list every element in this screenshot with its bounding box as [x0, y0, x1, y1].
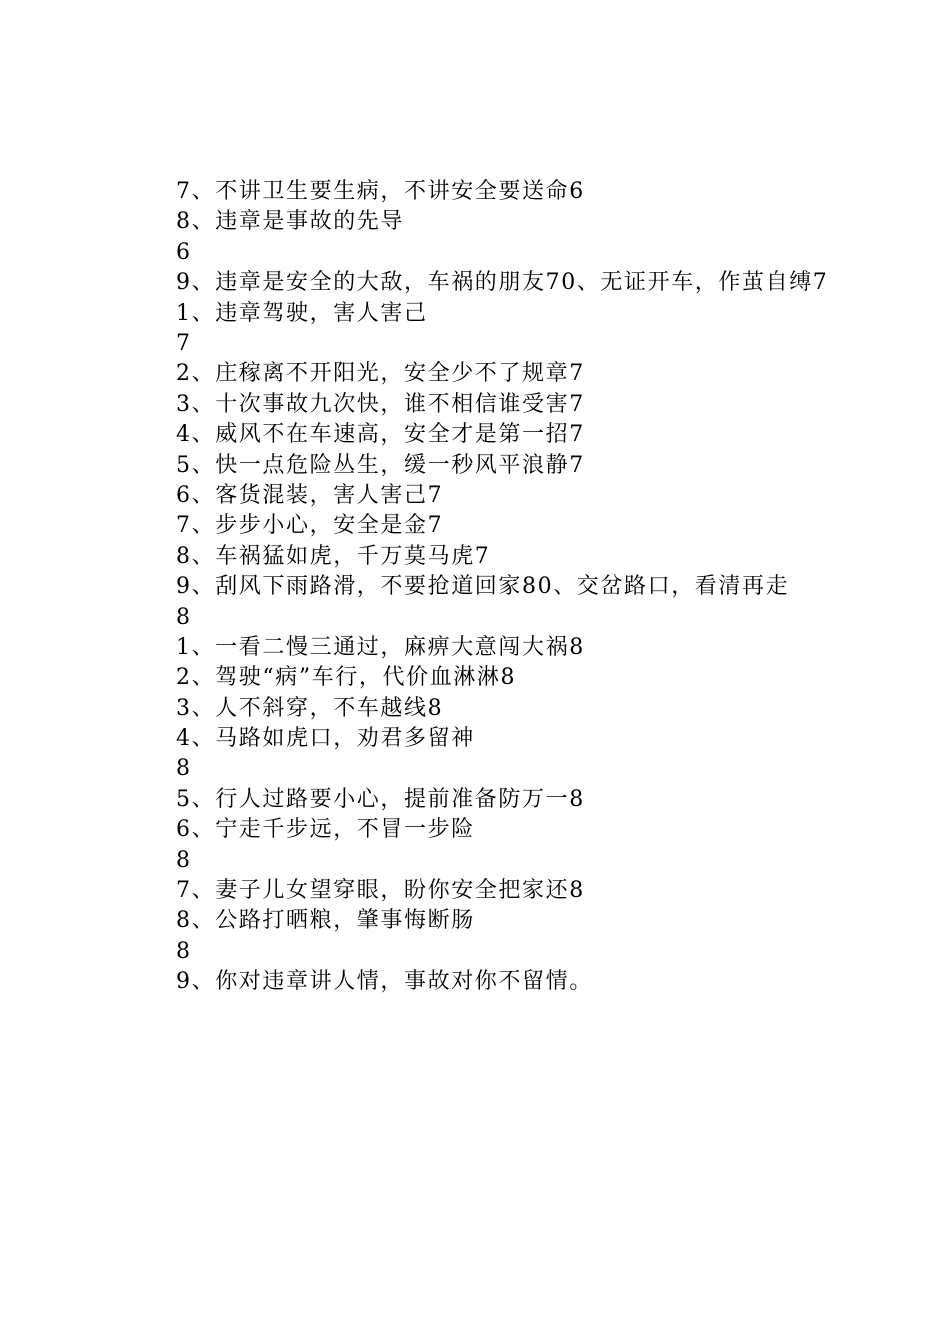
- slogan-line: 8、车祸猛如虎，千万莫马虎7: [176, 543, 491, 569]
- slogan-line: 2、驾驶“病”车行，代价血淋淋8: [176, 665, 517, 691]
- slogan-line: 3、人不斜穿，不车越线8: [176, 695, 444, 721]
- slogan-line: 2、庄稼离不开阳光，安全少不了规章7: [176, 361, 585, 387]
- slogan-line-wrapped: 9、刮风下雨路滑，不要抢道回家80、交岔路口，看清再走: [176, 574, 790, 600]
- page-number-line: 7: [176, 330, 192, 356]
- slogan-line: 4、威风不在车速高，安全才是第一招7: [176, 422, 585, 448]
- slogan-line: 7、步步小心，安全是金7: [176, 513, 444, 539]
- slogan-line: 6、客货混装，害人害己7: [176, 482, 444, 508]
- page-number-line: 8: [176, 604, 192, 630]
- page-number-line: 6: [176, 239, 192, 265]
- slogan-line: 1、违章驾驶，害人害己: [176, 300, 428, 326]
- slogan-line: 1、一看二慢三通过，麻痹大意闯大祸8: [176, 634, 585, 660]
- slogan-line: 5、快一点危险丛生，缓一秒风平浪静7: [176, 452, 585, 478]
- slogan-line: 8、公路打晒粮，肇事悔断肠: [176, 908, 475, 934]
- document-body: [130, 177, 832, 998]
- slogan-line: 5、行人过路要小心，提前准备防万一8: [176, 786, 585, 812]
- page-number-line: 8: [176, 756, 192, 782]
- slogan-line: 4、马路如虎口，劝君多留神: [176, 726, 475, 752]
- slogan-line: 7、妻子儿女望穿眼，盼你安全把家还8: [176, 878, 585, 904]
- page-number-line: 8: [176, 938, 192, 964]
- slogan-line: 7、不讲卫生要生病，不讲安全要送命6: [176, 179, 585, 204]
- slogan-line: 6、宁走千步远，不冒一步险: [176, 817, 475, 843]
- slogan-line-wrapped: 9、违章是安全的大敌，车祸的朋友70、无证开车，作茧自缚7: [176, 270, 829, 296]
- slogan-line: 9、你对违章讲人情，事故对你不留情。: [176, 969, 593, 995]
- slogan-line: 3、十次事故九次快，谁不相信谁受害7: [176, 391, 585, 417]
- page-number-line: 8: [176, 847, 192, 873]
- slogan-line: 8、违章是事故的先导: [176, 209, 404, 235]
